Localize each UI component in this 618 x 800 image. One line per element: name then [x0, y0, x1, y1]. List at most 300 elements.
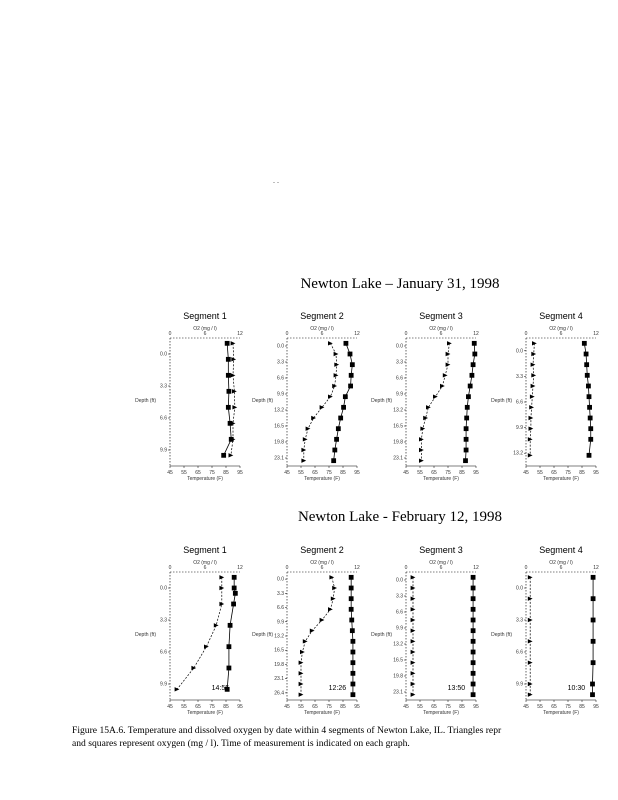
temperature-tick-label: 65 — [195, 704, 201, 710]
segment-label: Segment 3 — [419, 545, 463, 555]
oxygen-point — [588, 426, 593, 431]
temperature-point — [214, 623, 219, 627]
oxygen-point — [228, 421, 233, 426]
temperature-tick-label: 65 — [431, 470, 437, 476]
panel-1-3 — [491, 542, 614, 722]
oxygen-point — [351, 660, 356, 665]
oxygen-point — [331, 458, 336, 463]
oxygen-point — [349, 596, 354, 601]
temperature-point — [328, 394, 333, 398]
temperature-point — [529, 405, 534, 409]
depth-axis-label: Depth (ft) — [491, 398, 512, 404]
temperature-point — [419, 448, 424, 452]
oxygen-point — [590, 682, 595, 687]
measurement-time: 12:26 — [328, 685, 347, 692]
oxygen-point — [587, 394, 592, 399]
oxygen-point — [584, 352, 589, 357]
oxygen-line — [351, 577, 353, 694]
oxygen-point — [221, 453, 226, 458]
oxygen-point — [471, 607, 476, 612]
depth-tick-label: 6.6 — [396, 609, 403, 616]
oxygen-point — [349, 618, 354, 623]
temperature-tick-label: 95 — [237, 704, 243, 710]
depth-tick-label: 0.0 — [396, 577, 403, 584]
temperature-point — [529, 426, 534, 430]
depth-tick-label: 9.9 — [277, 391, 284, 398]
oxygen-point — [471, 618, 476, 623]
temperature-tick-label: 55 — [298, 470, 304, 476]
oxygen-point — [231, 602, 236, 607]
oxygen-point — [587, 405, 592, 410]
temperature-point — [531, 384, 536, 388]
depth-tick-label: 9.9 — [396, 391, 403, 398]
temperature-tick-label: 85 — [579, 704, 585, 710]
oxygen-point — [351, 639, 356, 644]
caption-line-1: Figure 15A.6. Temperature and dissolved oxygen by date within 4 segments of Newton Lake, IL. Triangles repr — [72, 725, 502, 736]
temperature-point — [310, 628, 315, 632]
oxygen-point — [471, 660, 476, 665]
top-tick-label: 6 — [439, 331, 443, 337]
temperature-line — [304, 343, 337, 460]
temperature-tick-label: 85 — [340, 704, 346, 710]
depth-tick-label: 6.6 — [516, 399, 523, 406]
temperature-point — [329, 575, 334, 579]
measurement-time: 10:30 — [567, 685, 586, 692]
measurement-time: 14:55 — [211, 685, 230, 692]
oxygen-point — [463, 458, 468, 463]
temperature-tick-label: 85 — [459, 704, 465, 710]
temperature-tick-label: 45 — [403, 470, 409, 476]
top-tick-label: 6 — [559, 565, 563, 571]
stray-mark: . . — [273, 176, 279, 185]
temperature-tick-label: 95 — [473, 704, 479, 710]
temperature-tick-label: 65 — [312, 470, 318, 476]
temperature-point — [300, 650, 305, 654]
oxygen-point — [471, 596, 476, 601]
depth-tick-label: 9.9 — [516, 425, 523, 432]
top-tick-label: 12 — [593, 331, 599, 337]
segment-label: Segment 4 — [539, 545, 583, 555]
depth-tick-label: 3.3 — [516, 373, 523, 380]
oxygen-point — [227, 389, 232, 394]
temperature-point — [446, 362, 451, 366]
temperature-tick-label: 75 — [445, 470, 451, 476]
temperature-tick-label: 75 — [326, 704, 332, 710]
plot-area — [371, 331, 479, 482]
temperature-point — [232, 405, 237, 409]
panel-0-2 — [371, 308, 494, 488]
temperature-point — [531, 373, 536, 377]
oxygen-point — [350, 628, 355, 633]
depth-tick-label: 23.1 — [274, 455, 284, 462]
oxygen-point — [588, 437, 593, 442]
top-axis-label: O2 (mg / l) — [310, 560, 334, 566]
oxygen-point — [471, 586, 476, 591]
segment-label: Segment 1 — [183, 545, 227, 555]
depth-tick-label: 13.2 — [393, 641, 403, 648]
top-tick-label: 12 — [473, 565, 479, 571]
depth-tick-label: 0.0 — [277, 343, 284, 350]
depth-axis-label: Depth (ft) — [252, 632, 273, 638]
depth-tick-label: 9.9 — [160, 447, 167, 454]
top-axis-label: O2 (mg / l) — [193, 560, 217, 566]
temperature-tick-label: 55 — [417, 470, 423, 476]
oxygen-point — [351, 682, 356, 687]
temperature-tick-label: 95 — [354, 704, 360, 710]
temperature-point — [299, 682, 304, 686]
top-axis-label: O2 (mg / l) — [193, 326, 217, 332]
oxygen-point — [227, 644, 232, 649]
temperature-point — [423, 416, 428, 420]
oxygen-point — [348, 352, 353, 357]
oxygen-point — [472, 341, 477, 346]
temperature-point — [411, 618, 416, 622]
oxygen-point — [464, 437, 469, 442]
oxygen-point — [591, 596, 596, 601]
depth-tick-label: 19.8 — [393, 439, 403, 446]
oxygen-point — [226, 357, 231, 362]
depth-tick-label: 6.6 — [277, 605, 284, 612]
top-axis-label: O2 (mg / l) — [429, 326, 453, 332]
depth-tick-label: 19.8 — [393, 673, 403, 680]
temperature-point — [191, 666, 196, 670]
temperature-point — [440, 384, 445, 388]
oxygen-point — [464, 426, 469, 431]
top-axis-label: O2 (mg / l) — [429, 560, 453, 566]
temperature-point — [529, 416, 534, 420]
oxygen-point — [471, 650, 476, 655]
temperature-point — [419, 458, 424, 462]
caption-line-2: and squares represent oxygen (mg / l). Time of measurement is indicated on each graph. — [72, 738, 410, 749]
temperature-axis-label: Temperature (F) — [187, 710, 223, 716]
temperature-tick-label: 95 — [354, 470, 360, 476]
depth-tick-label: 0.0 — [160, 351, 167, 358]
temperature-point — [528, 453, 533, 457]
temperature-tick-label: 45 — [403, 704, 409, 710]
oxygen-point — [351, 650, 356, 655]
oxygen-point — [470, 373, 475, 378]
temperature-axis-label: Temperature (F) — [423, 710, 459, 716]
temperature-tick-label: 55 — [537, 470, 543, 476]
temperature-tick-label: 55 — [537, 704, 543, 710]
oxygen-point — [591, 618, 596, 623]
plot-area — [135, 565, 243, 716]
top-tick-label: 0 — [404, 331, 408, 337]
temperature-point — [328, 341, 333, 345]
temperature-tick-label: 65 — [551, 704, 557, 710]
depth-tick-label: 6.6 — [396, 375, 403, 382]
depth-tick-label: 0.0 — [277, 576, 284, 583]
depth-tick-label: 23.1 — [393, 689, 403, 696]
figure-caption — [72, 724, 618, 750]
temperature-point — [411, 671, 416, 675]
oxygen-point — [587, 453, 592, 458]
oxygen-point — [349, 607, 354, 612]
temperature-point — [331, 596, 336, 600]
temperature-tick-label: 55 — [417, 704, 423, 710]
top-tick-label: 12 — [237, 331, 243, 337]
temperature-point — [306, 426, 311, 430]
top-tick-label: 6 — [559, 331, 563, 337]
temperature-tick-label: 65 — [551, 470, 557, 476]
depth-axis-label: Depth (ft) — [491, 632, 512, 638]
temperature-tick-label: 45 — [284, 470, 290, 476]
depth-tick-label: 16.5 — [274, 423, 284, 430]
temperature-point — [299, 660, 304, 664]
top-axis-label: O2 (mg / l) — [549, 560, 573, 566]
top-tick-label: 6 — [203, 331, 207, 337]
temperature-point — [229, 453, 234, 457]
depth-tick-label: 3.3 — [160, 617, 167, 624]
chart-title-january: Newton Lake – January 31, 1998 — [300, 276, 500, 292]
temperature-point — [433, 394, 438, 398]
depth-tick-label: 3.3 — [277, 590, 284, 597]
depth-tick-label: 16.5 — [393, 423, 403, 430]
oxygen-point — [341, 405, 346, 410]
depth-axis-label: Depth (ft) — [252, 398, 273, 404]
depth-tick-label: 0.0 — [516, 585, 523, 592]
temperature-tick-label: 95 — [593, 704, 599, 710]
top-tick-label: 0 — [524, 331, 528, 337]
temperature-axis-label: Temperature (F) — [543, 476, 579, 482]
temperature-point — [328, 607, 333, 611]
temperature-point — [204, 644, 209, 648]
temperature-axis-label: Temperature (F) — [304, 476, 340, 482]
depth-tick-label: 9.9 — [277, 619, 284, 626]
depth-tick-label: 6.6 — [160, 415, 167, 422]
top-tick-label: 0 — [285, 331, 289, 337]
depth-tick-label: 6.6 — [516, 649, 523, 656]
plot-area — [491, 565, 599, 716]
temperature-axis-label: Temperature (F) — [423, 476, 459, 482]
oxygen-point — [464, 448, 469, 453]
oxygen-point — [582, 341, 587, 346]
temperature-point — [231, 373, 236, 377]
temperature-point — [320, 405, 325, 409]
oxygen-point — [584, 362, 589, 367]
depth-tick-label: 9.9 — [516, 681, 523, 688]
temperature-axis-label: Temperature (F) — [187, 476, 223, 482]
oxygen-point — [585, 373, 590, 378]
oxygen-point — [471, 639, 476, 644]
temperature-tick-label: 75 — [209, 470, 215, 476]
depth-axis-label: Depth (ft) — [371, 632, 392, 638]
temperature-tick-label: 85 — [459, 470, 465, 476]
temperature-tick-label: 95 — [593, 470, 599, 476]
temperature-tick-label: 75 — [326, 470, 332, 476]
oxygen-point — [471, 692, 476, 697]
temperature-point — [528, 639, 533, 643]
top-tick-label: 0 — [168, 331, 172, 337]
depth-tick-label: 3.3 — [396, 593, 403, 600]
temperature-tick-label: 95 — [473, 470, 479, 476]
segment-label: Segment 3 — [419, 311, 463, 321]
oxygen-point — [471, 575, 476, 580]
depth-tick-label: 16.5 — [393, 657, 403, 664]
temperature-axis-label: Temperature (F) — [543, 710, 579, 716]
oxygen-point — [226, 405, 231, 410]
oxygen-point — [338, 416, 343, 421]
oxygen-point — [472, 352, 477, 357]
temperature-point — [528, 618, 533, 622]
oxygen-point — [349, 586, 354, 591]
depth-axis-label: Depth (ft) — [135, 398, 156, 404]
segment-label: Segment 4 — [539, 311, 583, 321]
temperature-tick-label: 65 — [195, 470, 201, 476]
segment-label: Segment 1 — [183, 311, 227, 321]
oxygen-point — [471, 682, 476, 687]
oxygen-point — [591, 660, 596, 665]
depth-tick-label: 0.0 — [396, 343, 403, 350]
oxygen-point — [351, 692, 356, 697]
temperature-tick-label: 75 — [565, 470, 571, 476]
temperature-line — [421, 343, 449, 460]
panel-0-3 — [491, 308, 614, 488]
oxygen-point — [591, 639, 596, 644]
top-tick-label: 6 — [320, 331, 324, 337]
temperature-tick-label: 65 — [431, 704, 437, 710]
temperature-point — [301, 458, 306, 462]
oxygen-point — [232, 575, 237, 580]
oxygen-point — [349, 373, 354, 378]
top-tick-label: 12 — [354, 565, 360, 571]
temperature-point — [299, 692, 304, 696]
chart-title-february: Newton Lake - February 12, 1998 — [297, 509, 503, 525]
top-tick-label: 0 — [524, 565, 528, 571]
oxygen-point — [227, 666, 232, 671]
oxygen-point — [350, 362, 355, 367]
depth-tick-label: 13.2 — [393, 407, 403, 414]
top-tick-label: 0 — [404, 565, 408, 571]
temperature-point — [311, 416, 316, 420]
temperature-tick-label: 85 — [340, 470, 346, 476]
depth-tick-label: 16.5 — [274, 647, 284, 654]
temperature-tick-label: 55 — [181, 704, 187, 710]
oxygen-point — [336, 426, 341, 431]
top-tick-label: 0 — [285, 565, 289, 571]
depth-axis-label: Depth (ft) — [135, 632, 156, 638]
oxygen-point — [586, 384, 591, 389]
top-tick-label: 6 — [203, 565, 207, 571]
panel-1-2 — [371, 542, 494, 722]
oxygen-point — [349, 575, 354, 580]
oxygen-point — [588, 416, 593, 421]
depth-axis-label: Depth (ft) — [371, 398, 392, 404]
temperature-point — [411, 639, 416, 643]
oxygen-point — [471, 362, 476, 367]
depth-tick-label: 3.3 — [277, 359, 284, 366]
temperature-tick-label: 65 — [312, 704, 318, 710]
oxygen-point — [471, 628, 476, 633]
depth-tick-label: 3.3 — [516, 617, 523, 624]
depth-tick-label: 13.2 — [274, 407, 284, 414]
oxygen-point — [334, 437, 339, 442]
temperature-tick-label: 95 — [237, 470, 243, 476]
segment-label: Segment 2 — [300, 311, 344, 321]
depth-tick-label: 13.2 — [513, 450, 523, 457]
top-tick-label: 12 — [593, 565, 599, 571]
temperature-point — [411, 607, 416, 611]
temperature-tick-label: 55 — [181, 470, 187, 476]
top-axis-label: O2 (mg / l) — [549, 326, 573, 332]
panel-0-0 — [135, 308, 258, 488]
temperature-point — [530, 394, 535, 398]
temperature-tick-label: 85 — [223, 704, 229, 710]
temperature-tick-label: 55 — [298, 704, 304, 710]
oxygen-line — [593, 577, 594, 694]
oxygen-point — [229, 437, 234, 442]
temperature-tick-label: 45 — [167, 470, 173, 476]
temperature-tick-label: 75 — [209, 704, 215, 710]
oxygen-point — [464, 416, 469, 421]
oxygen-point — [233, 591, 238, 596]
depth-tick-label: 26.4 — [274, 690, 284, 697]
temperature-point — [299, 671, 304, 675]
oxygen-point — [466, 394, 471, 399]
panel-0-1 — [252, 308, 375, 488]
temperature-point — [303, 437, 308, 441]
temperature-point — [334, 352, 339, 356]
temperature-axis-label: Temperature (F) — [304, 710, 340, 716]
depth-tick-label: 23.1 — [274, 676, 284, 683]
panel-1-0 — [135, 542, 258, 722]
plot-area — [491, 331, 599, 482]
depth-tick-label: 9.9 — [160, 681, 167, 688]
temperature-tick-label: 75 — [565, 704, 571, 710]
temperature-tick-label: 45 — [523, 704, 529, 710]
temperature-point — [443, 373, 448, 377]
oxygen-line — [466, 343, 475, 460]
oxygen-point — [471, 671, 476, 676]
temperature-point — [303, 639, 308, 643]
depth-tick-label: 3.3 — [160, 383, 167, 390]
temperature-line — [177, 577, 222, 689]
temperature-point — [411, 650, 416, 654]
oxygen-point — [348, 384, 353, 389]
plot-area — [371, 565, 479, 716]
oxygen-point — [332, 448, 337, 453]
temperature-point — [301, 448, 306, 452]
depth-tick-label: 23.1 — [393, 455, 403, 462]
depth-tick-label: 6.6 — [277, 375, 284, 382]
depth-tick-label: 3.3 — [396, 359, 403, 366]
panel-1-1 — [252, 542, 375, 722]
depth-tick-label: 19.8 — [274, 661, 284, 668]
measurement-time: 13:50 — [447, 685, 466, 692]
oxygen-point — [591, 575, 596, 580]
depth-tick-label: 13.2 — [274, 633, 284, 640]
oxygen-point — [343, 394, 348, 399]
temperature-point — [175, 687, 180, 691]
temperature-point — [528, 660, 533, 664]
temperature-tick-label: 85 — [223, 470, 229, 476]
depth-tick-label: 0.0 — [160, 585, 167, 592]
oxygen-point — [590, 692, 595, 697]
temperature-tick-label: 45 — [167, 704, 173, 710]
depth-tick-label: 19.8 — [274, 439, 284, 446]
oxygen-point — [465, 405, 470, 410]
plot-area — [252, 331, 360, 482]
oxygen-point — [225, 341, 230, 346]
temperature-tick-label: 45 — [284, 704, 290, 710]
oxygen-point — [344, 341, 349, 346]
oxygen-point — [468, 384, 473, 389]
oxygen-point — [228, 623, 233, 628]
depth-tick-label: 6.6 — [160, 649, 167, 656]
oxygen-point — [351, 671, 356, 676]
top-tick-label: 0 — [168, 565, 172, 571]
temperature-point — [332, 586, 337, 590]
